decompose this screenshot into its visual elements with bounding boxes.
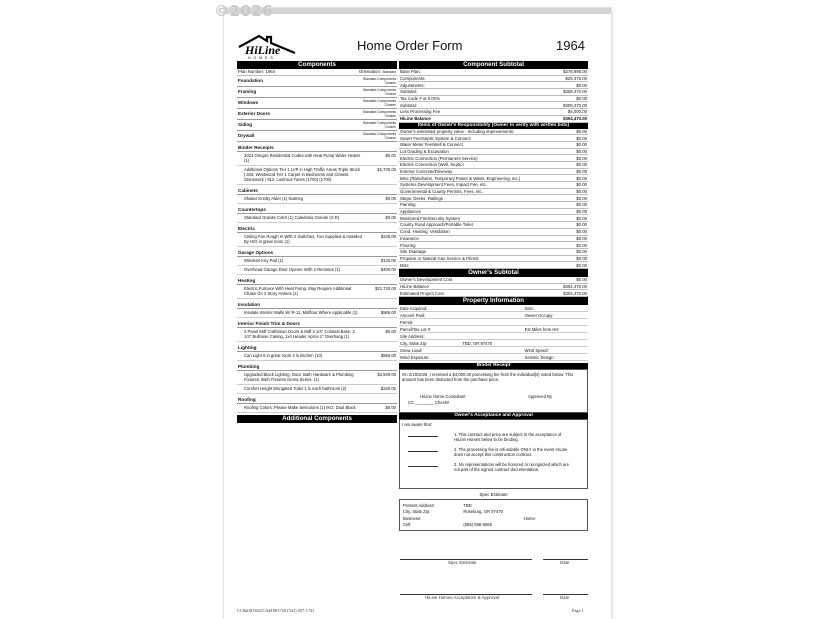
item-description: Electric Furnace With Heat Pump, May Require Additional Chase On 2 Story Homes (1)	[244, 285, 352, 296]
row-label: Insurance	[400, 235, 419, 241]
property-row	[399, 354, 588, 361]
group-heading: Countertops	[237, 204, 397, 214]
row-value: $0.00	[576, 249, 587, 255]
property-cell: Size:	[524, 305, 534, 311]
item-price: $2,500.00	[377, 371, 396, 377]
row-value: $0.00	[576, 168, 587, 174]
row-label: Propane or Natural Gas Service & Permit	[400, 255, 479, 261]
summary-row	[399, 195, 588, 202]
owners-subtotal-header: Owner's Subtotal	[399, 269, 588, 277]
category-name: Foundation	[238, 78, 264, 84]
component-item	[237, 309, 397, 318]
row-label: Estimated Project Cost	[400, 290, 444, 296]
hiline-logo	[237, 33, 297, 60]
row-value: $0.00	[576, 242, 587, 248]
property-cell: Snow Load:	[400, 347, 423, 353]
category-value: Standard Components Chosen	[363, 98, 396, 107]
property-row	[399, 319, 588, 326]
row-label: Components:	[400, 76, 426, 82]
footer-page: Page 1	[572, 608, 584, 613]
property-row	[399, 312, 588, 319]
footer-license: CCB#181652/CA#1003720 (541) 957-1721	[237, 608, 315, 613]
row-value: $0.00	[576, 96, 587, 102]
component-item	[237, 166, 397, 185]
spec-row	[402, 522, 585, 529]
watermark: ©2026	[214, 2, 274, 20]
summary-row	[399, 202, 588, 209]
group-heading: Electric	[237, 223, 397, 233]
item-price: $0.00	[385, 214, 396, 220]
item-description: Standard Granite Color (1) Caledonia Granite (S.R)	[244, 214, 340, 220]
item-price: $0.00	[385, 152, 396, 158]
row-label: Exterior Concrete/Driveway	[400, 168, 453, 174]
owners-subtotal-rows	[399, 277, 588, 297]
row-label: Base Plan:	[400, 69, 421, 75]
property-cell: Permit:	[400, 319, 414, 325]
acceptance-header: Owner's Acceptance and Approval	[399, 413, 588, 419]
property-cell: Owner Occupy:	[524, 312, 554, 318]
spec-estimate-header: Spec Estimate	[479, 492, 508, 497]
category-name: Framing	[238, 89, 257, 95]
summary-row	[399, 69, 588, 76]
item-price: $125.00	[380, 257, 396, 263]
summary-row	[399, 96, 588, 103]
plan-number-title: 1964	[556, 38, 585, 53]
row-label: County Road Approach/Portable Toilet	[400, 222, 473, 228]
component-groups	[237, 142, 397, 413]
item-description: Upgraded Black Lighting, Door, Bath Hardware & Plumbing Fixtures. Bath Fixtures Gema Series. (1)	[244, 371, 354, 382]
spec-cell: Cell:	[403, 522, 412, 528]
item-price: $0.00	[385, 195, 396, 201]
row-label: Misc	[400, 262, 409, 268]
binder-receipt-box: On 2/19/2026, I received a $4,000.00 processing fee from the individual(s) noted below. This amount has been deducted from the purchase price. HiLine Home Consultant Approved By CC ________ Check#	[399, 369, 588, 413]
date2-label: Date	[560, 595, 570, 600]
components-column	[237, 61, 397, 423]
row-label: Water Meter Fee/Well & Connect	[400, 142, 463, 148]
row-label: Painting	[400, 202, 416, 208]
row-value: $0.00	[576, 277, 587, 283]
summary-row	[399, 162, 588, 169]
row-label: Sewer Fee/Septic System & Connect	[400, 135, 471, 141]
logo-subtext: H O M E S	[248, 56, 274, 60]
acceptance-item-text: 2. The processing fee is refundable ONLY in the event HiLine does not accept this construction contract.	[454, 447, 568, 457]
plan-info-row: Plan Number: 1964 Orientation: Standard	[238, 69, 396, 75]
category-name: Siding	[238, 122, 253, 128]
group-heading: Insulation	[237, 299, 397, 309]
row-value: $304,470.00	[563, 290, 587, 296]
summary-row	[399, 175, 588, 182]
summary-row	[399, 155, 588, 162]
row-value: $0.00	[576, 209, 587, 215]
cc-label: CC	[408, 400, 415, 405]
initial-line	[408, 462, 438, 467]
row-value: $0.00	[576, 202, 587, 208]
item-price: $1,700.00	[377, 166, 396, 172]
summary-column	[399, 61, 588, 531]
category-value: Standard Components Chosen	[363, 109, 396, 118]
acceptance-box	[399, 419, 588, 489]
summary-row	[399, 189, 588, 196]
row-value: $0.00	[576, 175, 587, 181]
component-category	[237, 98, 397, 109]
component-item	[237, 257, 397, 266]
group-heading: Garage Options	[237, 247, 397, 257]
component-category	[237, 131, 397, 142]
item-price: $225.00	[380, 233, 396, 239]
owner-items-header: Items of Owner's Responsibility (Owner to verify with written bids)	[399, 123, 588, 129]
row-value: $0.00	[576, 82, 587, 88]
summary-row	[399, 222, 588, 229]
summary-row	[399, 76, 588, 83]
acceptance-intro: I am aware that:	[402, 422, 433, 427]
row-label: Monitored Fire/Security System	[400, 215, 460, 221]
item-description: Roofing Colors: Please Make Selections (1) IKO, Dual Black	[244, 404, 356, 410]
property-row	[399, 347, 588, 354]
row-label: Cond. Heating, Ventilation	[400, 229, 450, 235]
row-label: Electric Connection (Permanent Service)	[400, 155, 478, 161]
row-label: Misc (Raindrains, Temporary Power & Water, Engineering, etc.)	[400, 175, 521, 181]
item-price: $400.00	[380, 266, 396, 272]
row-value: $0.00	[576, 135, 587, 141]
approved-by-label: Approved By	[528, 394, 552, 399]
row-label: Governmental & County Permits, Fees, etc.	[400, 189, 483, 195]
component-item	[237, 195, 397, 204]
row-value: $0.00	[576, 182, 587, 188]
additional-components-header: Additional Components	[237, 415, 397, 423]
row-value: $278,995.00	[563, 69, 587, 75]
item-description: Can Light 6 in great room 2 in kitchen (10)	[244, 352, 323, 358]
property-cell: City, State Zip:	[400, 340, 428, 346]
property-cell: Parcel/Tax Lot #:	[400, 326, 432, 332]
summary-row	[399, 209, 588, 216]
row-value: $29,475.00	[565, 76, 587, 82]
spec-cell: Business:	[403, 515, 422, 521]
summary-row	[399, 284, 588, 291]
row-value: $0.00	[576, 235, 587, 241]
acceptance-item	[402, 447, 585, 457]
summary-row	[399, 249, 588, 256]
item-description: Overhead Garage Door Opener With 2 Remotes (1)	[244, 266, 341, 272]
property-cell: Date Acquired:	[400, 305, 428, 311]
row-label: HiLine Balance	[400, 116, 431, 122]
acceptance-items	[402, 432, 585, 472]
property-row	[399, 326, 588, 333]
spec-cell: TBD	[463, 502, 472, 508]
spec-estimate-signature-label: Spec Estimate	[448, 560, 477, 565]
row-label: Tax Code # at 0.00%	[400, 96, 440, 102]
summary-row	[399, 82, 588, 89]
row-value: $0.00	[576, 229, 587, 235]
category-name: Drywall	[238, 133, 255, 139]
item-price: $21,720.00	[375, 285, 396, 291]
spec-cell: Roseburg, OR 97470	[463, 509, 503, 515]
row-label: Site Drainage	[400, 249, 427, 255]
components-header: Components	[237, 61, 397, 69]
acceptance-item-text: 1. This contract and price are subject to the acceptance of HiLine Homes below to be binding.	[454, 432, 562, 442]
item-price: $0.00	[385, 404, 396, 410]
component-item	[237, 328, 397, 342]
row-value: $0.00	[576, 222, 587, 228]
initial-line	[408, 447, 438, 452]
component-category	[237, 87, 397, 98]
item-price: $0.00	[385, 328, 396, 334]
row-value: $0.00	[576, 128, 587, 134]
row-value: $304,470.00	[563, 283, 587, 289]
component-item	[237, 371, 397, 385]
item-description: Insulate Interior Walls W/ R-11, Midfloor Where Applicable (1)	[244, 309, 358, 315]
property-cell: Amount Paid:	[400, 312, 426, 318]
component-item	[237, 233, 397, 247]
page-title: Home Order Form	[357, 38, 463, 53]
summary-row	[399, 290, 588, 297]
check-label: Check#	[435, 400, 450, 405]
group-heading: Cabinets	[237, 185, 397, 195]
property-row	[399, 340, 588, 347]
spec-cell: (555) 555-5555	[463, 522, 492, 528]
property-cell: Site Address:	[400, 333, 425, 339]
summary-row	[399, 242, 588, 249]
category-name: Windows	[238, 100, 259, 106]
item-price: $965.00	[380, 309, 396, 315]
property-cell: Est Miles from HH:	[524, 326, 560, 332]
row-label: Steps, Decks, Railings	[400, 195, 443, 201]
consultant-label: HiLine Home Consultant	[420, 394, 466, 399]
row-label: Systems Development Fees, Impact Fee, etc.	[400, 182, 487, 188]
component-item	[237, 214, 397, 223]
spec-cell: Home:	[523, 515, 536, 521]
logo-text: HiLine	[245, 43, 281, 57]
row-label: Flooring	[400, 242, 416, 248]
acceptance-item	[402, 432, 585, 442]
row-value: $0.00	[576, 262, 587, 268]
property-row	[399, 305, 588, 312]
summary-row	[399, 262, 588, 269]
property-cell: Wind Exposure:	[400, 354, 430, 360]
summary-row	[399, 135, 588, 142]
property-cell: Wind Speed:	[524, 347, 549, 353]
row-label: Lot Grading & Excavation	[400, 148, 449, 154]
item-description: Ceiling Fan Rough In With 2 Switches, Fan Supplied & Installed By H/O in great room (1)	[244, 233, 363, 244]
row-value: $0.00	[576, 215, 587, 221]
component-item	[237, 266, 397, 275]
row-value: $0.00	[576, 142, 587, 148]
row-value: $308,470.00	[563, 102, 587, 108]
component-item	[237, 352, 397, 361]
item-description: Additional Options Tier 1 LVP in High Traffic Areas Triple Stock | 303, Westwood Tier 1 Carpet in Bedrooms and Closets Stonework | 912, Lustrous Tones (1700) (1700)	[244, 166, 360, 182]
row-label: Less Processing Fee	[400, 109, 441, 115]
item-price: $950.00	[380, 352, 396, 358]
group-heading: Lighting	[237, 342, 397, 352]
property-cell: Seismic Design:	[524, 354, 555, 360]
initial-line	[408, 432, 438, 437]
summary-row	[399, 116, 588, 123]
category-value: Standard Components Chosen	[363, 131, 396, 140]
summary-row	[399, 277, 588, 284]
group-heading: Heating	[237, 275, 397, 285]
component-category	[237, 120, 397, 131]
category-name: Exterior Doors	[238, 111, 270, 117]
summary-row	[399, 142, 588, 149]
summary-row	[399, 89, 588, 96]
hiline-acceptance-label: HiLine Homes Acceptance & Approval	[425, 595, 499, 600]
summary-row	[399, 109, 588, 116]
row-value: $0.00	[576, 255, 587, 261]
spec-cell: City, State Zip:	[403, 509, 431, 515]
row-label: Subtotal:	[400, 89, 417, 95]
summary-row	[399, 256, 588, 263]
binder-receipt-text: On 2/19/2026, I received a $4,000.00 processing fee from the individual(s) noted below. This amount has been deducted from the purchase price.	[402, 372, 574, 382]
component-item	[237, 285, 397, 299]
row-label: Electric Connection (Well, Septic)	[400, 162, 464, 168]
item-description: Wireless Key Pad (1)	[244, 257, 284, 263]
row-label: Owner's estimated property value - Including improvements:	[400, 128, 515, 134]
row-value: $0.00	[576, 148, 587, 154]
summary-row	[399, 102, 588, 109]
property-cell: TBD, OR 97470	[462, 340, 493, 346]
row-value: $0.00	[576, 162, 587, 168]
component-category	[237, 76, 397, 87]
group-heading: Plumbing	[237, 361, 397, 371]
row-value: $304,470.00	[563, 116, 587, 122]
item-description: Shaker Knotty Alder (1) Nutmeg	[244, 195, 304, 201]
component-item	[237, 404, 397, 413]
row-value: $308,470.00	[563, 89, 587, 95]
spec-estimate-box	[399, 499, 588, 531]
item-description: Comfort Height Elongated Toilet 1 in each bathroom (2)	[244, 385, 347, 391]
category-value: Standard Components Chosen	[363, 76, 396, 85]
item-description: 2023 Oregon Residential Codes with Heat Pump Water Heater (1)	[244, 152, 361, 163]
summary-row	[399, 169, 588, 176]
summary-row	[399, 229, 588, 236]
row-label: Owner's Development Cost	[400, 277, 453, 283]
property-row	[399, 333, 588, 340]
acceptance-item	[402, 462, 585, 472]
component-item	[237, 152, 397, 166]
component-categories	[237, 76, 397, 142]
row-label: Appliances	[400, 209, 422, 215]
date-label: Date	[560, 560, 570, 565]
owner-items-rows	[399, 129, 588, 269]
item-description: 3 Panel Mdf Craftsman Doors & Mdf 3 1/4" Colonial Base, 2 1/4" Bullnose Casing, 1x4 Header Aprox 1" Overhang (1)	[244, 328, 355, 339]
subtotal-rows	[399, 69, 588, 123]
category-value: Standard Components Chosen	[363, 87, 396, 96]
binder-receipt-header: Binder Receipt	[399, 363, 588, 369]
category-value: Standard Components Chosen	[363, 120, 396, 129]
summary-row	[399, 149, 588, 156]
row-label: HiLine Balance	[400, 283, 429, 289]
spec-cell: Present Address:	[403, 502, 435, 508]
component-item	[237, 385, 397, 394]
property-info-header: Property Information	[399, 297, 588, 305]
group-heading: Interior Finish Trim & Doors	[237, 318, 397, 328]
group-heading: Binder Receipts	[237, 142, 397, 152]
summary-row	[399, 129, 588, 136]
page-top-bar	[224, 8, 611, 14]
acceptance-item-text: 3. No representations will be honored or recognized which are not part of the signed contract documentation.	[454, 462, 569, 472]
row-label: Subtotal:	[400, 102, 417, 108]
row-value: $0.00	[576, 189, 587, 195]
summary-row	[399, 215, 588, 222]
item-price: $340.00	[380, 385, 396, 391]
group-heading: Roofing	[237, 394, 397, 404]
component-subtotal-header: Component Subtotal	[399, 61, 588, 69]
summary-row	[399, 236, 588, 243]
row-value: $4,000.00	[567, 109, 587, 115]
house-roof-icon	[237, 33, 297, 60]
row-value: $0.00	[576, 195, 587, 201]
row-value: $0.00	[576, 155, 587, 161]
summary-row	[399, 182, 588, 189]
component-category	[237, 109, 397, 120]
property-info-rows	[399, 305, 588, 361]
row-label: Adjustments:	[400, 82, 425, 88]
